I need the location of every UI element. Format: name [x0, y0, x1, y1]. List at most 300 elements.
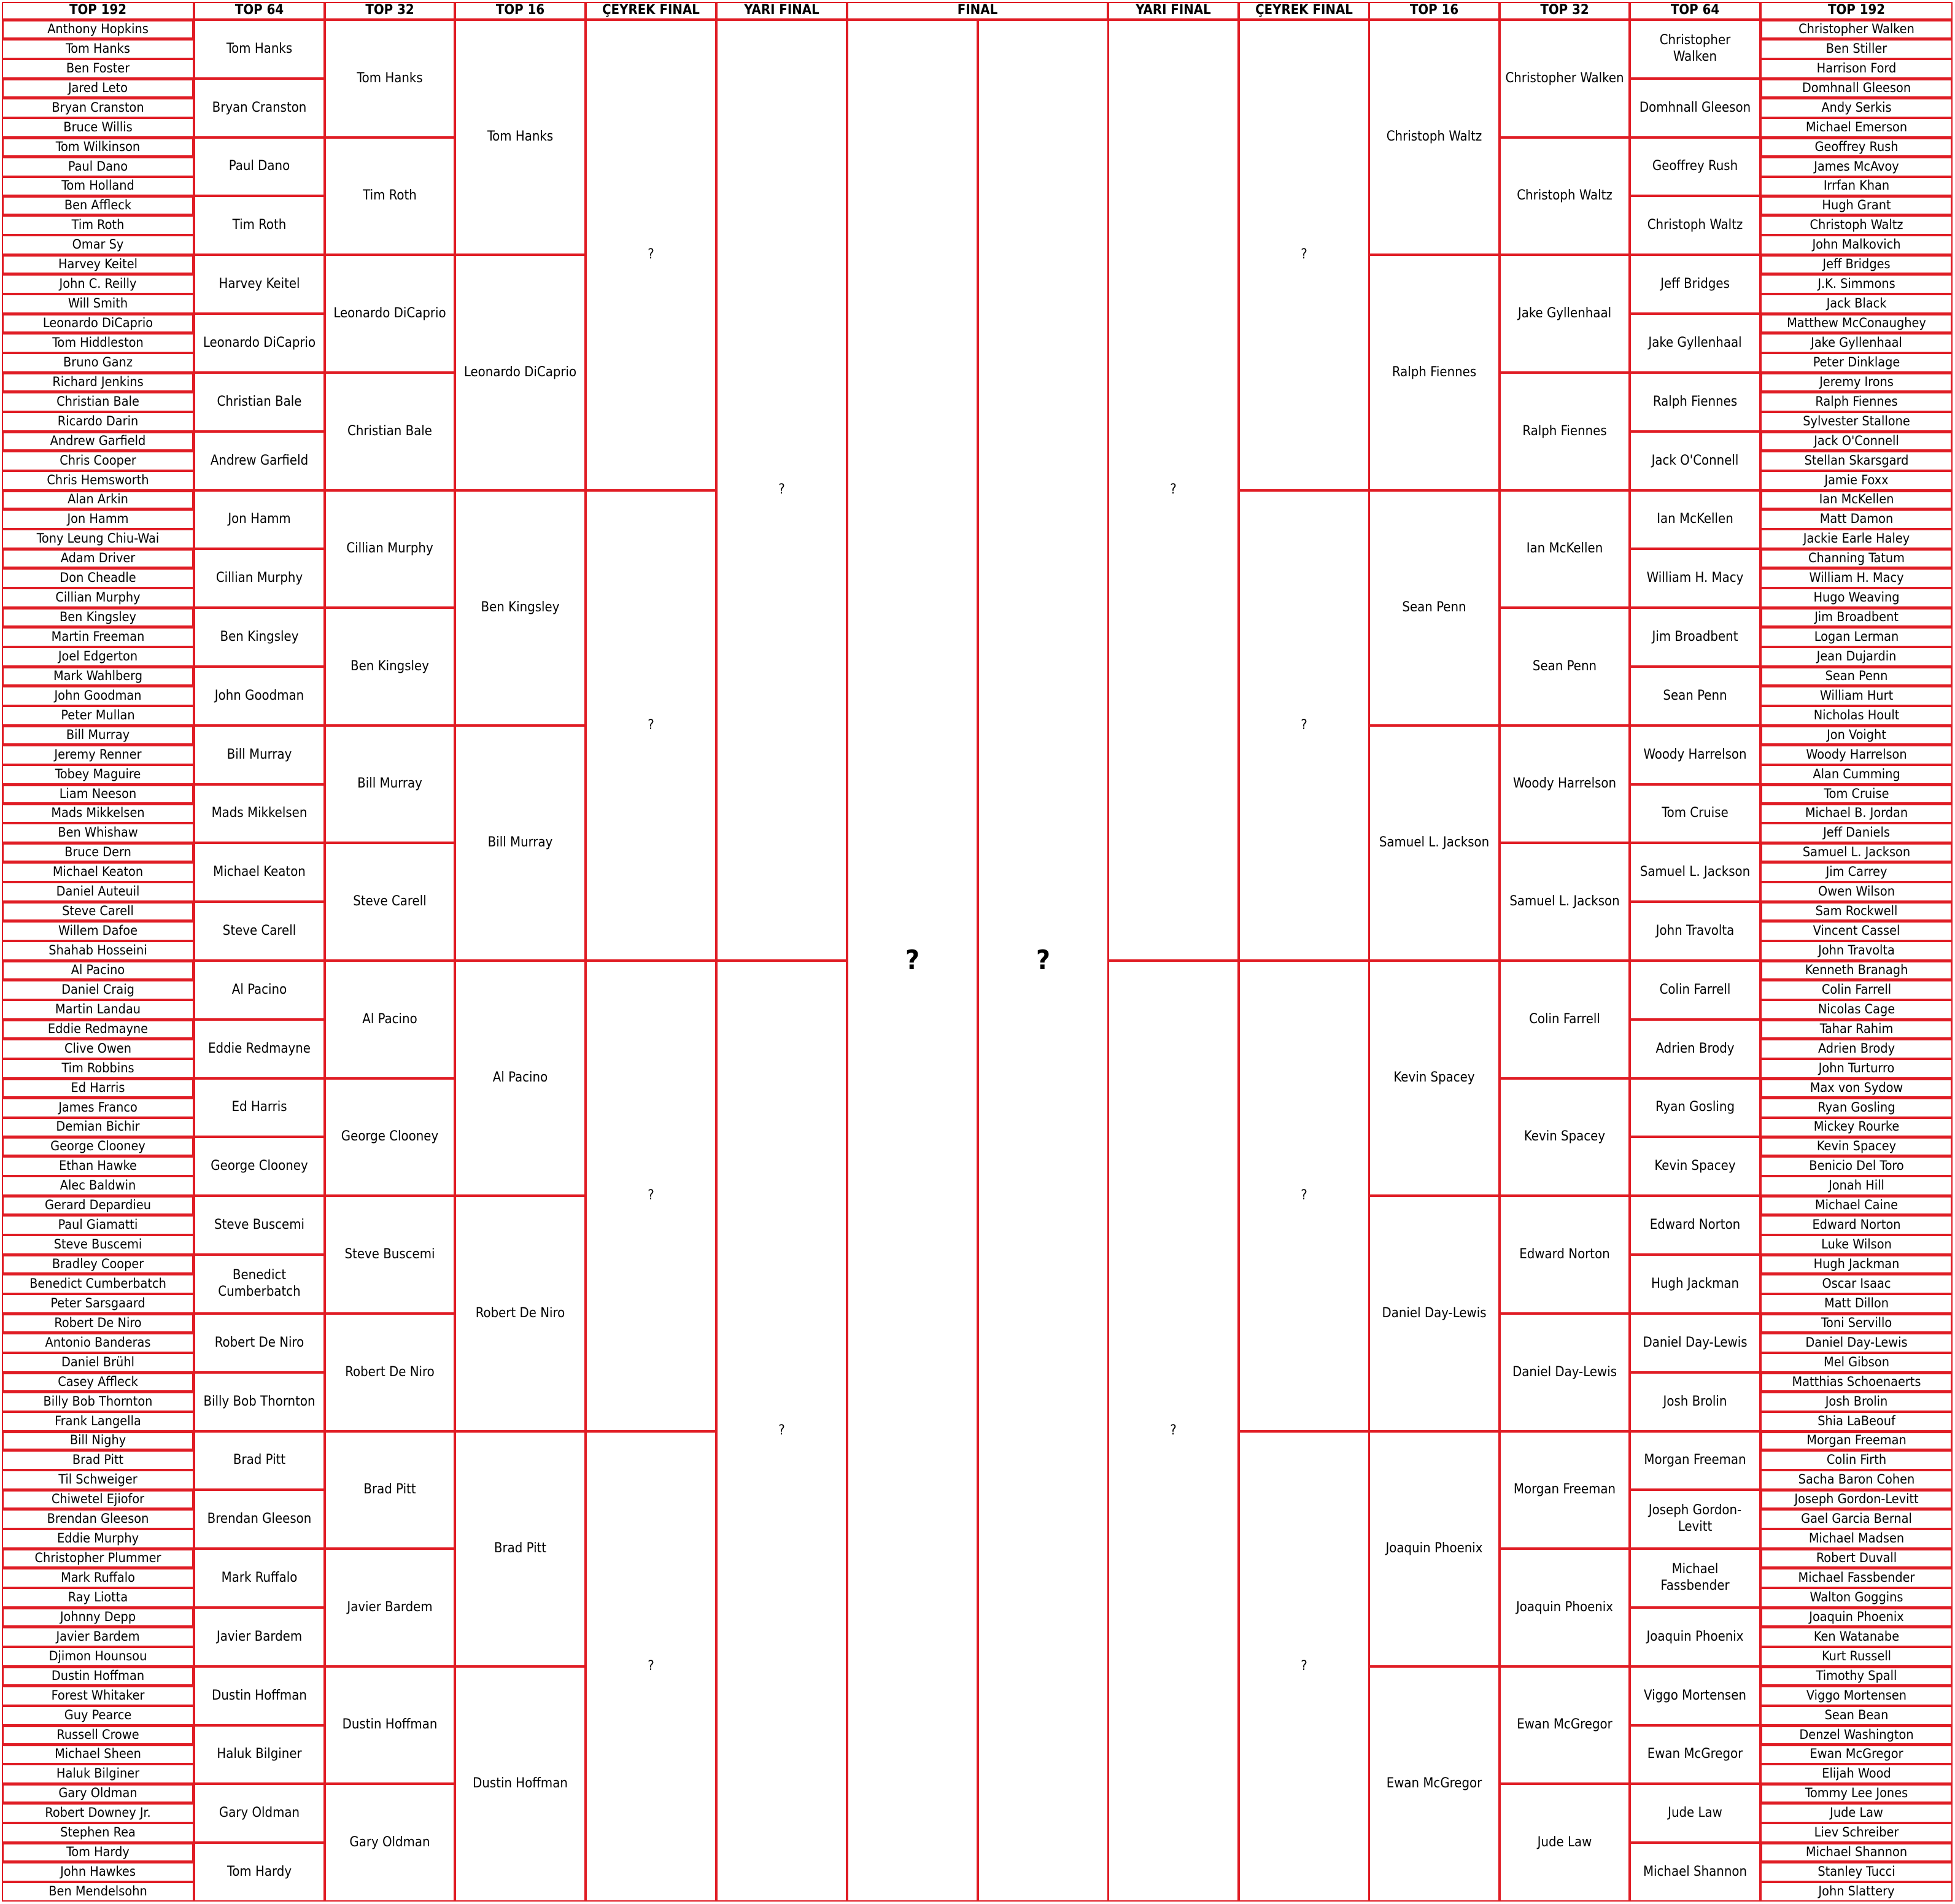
- right-top192-entry: Kevin Spacey: [1760, 1137, 1953, 1156]
- left-top192-entry: Mads Mikkelsen: [2, 804, 194, 823]
- right-top64-entry: Joseph Gordon-Levitt: [1630, 1490, 1760, 1549]
- left-top192-entry: Christopher Plummer: [2, 1549, 194, 1568]
- left-top192-entry: Tom Hanks: [2, 39, 194, 59]
- right-top32-entry: Samuel L. Jackson: [1500, 843, 1630, 961]
- right-top64-entry: Michael Fassbender: [1630, 1549, 1760, 1608]
- left-top64-entry: George Clooney: [194, 1137, 325, 1196]
- left-top64-entry: Leonardo DiCaprio: [194, 314, 325, 373]
- right-top16-entry: Ewan McGregor: [1369, 1666, 1500, 1902]
- right-top32-entry: Sean Penn: [1500, 608, 1630, 726]
- left-top64-entry: Mads Mikkelsen: [194, 784, 325, 843]
- left-top192-entry: Brad Pitt: [2, 1450, 194, 1470]
- left-top64-entry: Brad Pitt: [194, 1431, 325, 1490]
- right-top32-entry: Edward Norton: [1500, 1196, 1630, 1314]
- right-top64-entry: Morgan Freeman: [1630, 1431, 1760, 1490]
- right-top64-entry: Kevin Spacey: [1630, 1137, 1760, 1196]
- right-top192-entry: Jon Voight: [1760, 726, 1953, 745]
- left-top192-entry: Jared Leto: [2, 79, 194, 98]
- left-top192-entry: Bradley Cooper: [2, 1255, 194, 1274]
- right-top16-entry: Christoph Waltz: [1369, 20, 1500, 255]
- left-top32-entry: Dustin Hoffman: [325, 1666, 455, 1784]
- right-top64-entry: Jeff Bridges: [1630, 255, 1760, 314]
- left-quarter-entry: ?: [586, 490, 716, 961]
- right-top192-entry: Andy Serkis: [1760, 98, 1953, 118]
- left-top192-entry: Adam Driver: [2, 549, 194, 568]
- right-top192-entry: Gael Garcia Bernal: [1760, 1509, 1953, 1529]
- left-top64-entry: Tom Hardy: [194, 1843, 325, 1902]
- right-top192-entry: Jude Law: [1760, 1803, 1953, 1823]
- right-top192-entry: Vincent Cassel: [1760, 921, 1953, 941]
- left-top192-entry: Andrew Garfield: [2, 431, 194, 451]
- right-top64-entry: Domhnall Gleeson: [1630, 79, 1760, 137]
- right-quarter-entry: ?: [1239, 961, 1369, 1431]
- left-top192-entry: Al Pacino: [2, 961, 194, 980]
- left-top64-entry: Benedict Cumberbatch: [194, 1255, 325, 1314]
- left-top192-entry: Omar Sy: [2, 235, 194, 255]
- left-top192-entry: Ray Liotta: [2, 1588, 194, 1608]
- header-right-2: TOP 16: [1369, 2, 1500, 20]
- right-top192-entry: Mickey Rourke: [1760, 1118, 1953, 1137]
- left-top192-entry: Daniel Brühl: [2, 1353, 194, 1372]
- right-top192-entry: Jeff Bridges: [1760, 255, 1953, 274]
- right-top32-entry: Ralph Fiennes: [1500, 373, 1630, 490]
- right-top192-entry: Sean Bean: [1760, 1706, 1953, 1725]
- right-top64-entry: Josh Brolin: [1630, 1372, 1760, 1431]
- right-top192-entry: Jonah Hill: [1760, 1176, 1953, 1196]
- right-top192-entry: Sean Penn: [1760, 667, 1953, 686]
- right-top192-entry: Colin Firth: [1760, 1450, 1953, 1470]
- left-top192-entry: Chris Hemsworth: [2, 471, 194, 490]
- right-top192-entry: Nicolas Cage: [1760, 1000, 1953, 1020]
- left-top64-entry: Tim Roth: [194, 196, 325, 255]
- left-quarter-entry: ?: [586, 20, 716, 490]
- left-top64-entry: Paul Dano: [194, 137, 325, 196]
- right-top192-entry: Jake Gyllenhaal: [1760, 333, 1953, 353]
- left-top192-entry: Bryan Cranston: [2, 98, 194, 118]
- right-top192-entry: Hugo Weaving: [1760, 588, 1953, 608]
- right-top64-entry: Geoffrey Rush: [1630, 137, 1760, 196]
- right-top192-entry: Owen Wilson: [1760, 882, 1953, 902]
- left-semi-entry: ?: [716, 961, 847, 1902]
- left-top192-entry: Tom Holland: [2, 177, 194, 196]
- left-top192-entry: Bill Murray: [2, 726, 194, 745]
- left-top192-entry: John C. Reilly: [2, 274, 194, 294]
- right-top192-entry: John Malkovich: [1760, 235, 1953, 255]
- right-top192-entry: Tom Cruise: [1760, 784, 1953, 804]
- left-top64-entry: Billy Bob Thornton: [194, 1372, 325, 1431]
- right-top192-entry: Matthew McConaughey: [1760, 314, 1953, 333]
- right-top192-entry: Edward Norton: [1760, 1215, 1953, 1235]
- right-top192-entry: Jeremy Irons: [1760, 373, 1953, 392]
- left-top192-entry: Guy Pearce: [2, 1706, 194, 1725]
- left-top192-entry: Brendan Gleeson: [2, 1509, 194, 1529]
- left-top192-entry: Alec Baldwin: [2, 1176, 194, 1196]
- header-left-0: TOP 192: [2, 2, 194, 20]
- left-top192-entry: Paul Giamatti: [2, 1215, 194, 1235]
- right-top64-entry: Daniel Day-Lewis: [1630, 1314, 1760, 1372]
- right-top192-entry: Robert Duvall: [1760, 1549, 1953, 1568]
- right-top192-entry: William Hurt: [1760, 686, 1953, 706]
- left-top64-entry: Robert De Niro: [194, 1314, 325, 1372]
- left-top192-entry: Eddie Murphy: [2, 1529, 194, 1549]
- left-top192-entry: Peter Mullan: [2, 706, 194, 726]
- header-left-5: YARI FİNAL: [716, 2, 847, 20]
- left-top32-entry: Tom Hanks: [325, 20, 455, 137]
- left-top192-entry: John Goodman: [2, 686, 194, 706]
- left-top192-entry: Ben Whishaw: [2, 823, 194, 843]
- right-top192-entry: Sylvester Stallone: [1760, 412, 1953, 431]
- left-top64-entry: Gary Oldman: [194, 1784, 325, 1843]
- left-top192-entry: Chris Cooper: [2, 451, 194, 471]
- left-top192-entry: Alan Arkin: [2, 490, 194, 509]
- left-top192-entry: Jon Hamm: [2, 509, 194, 529]
- right-top32-entry: Daniel Day-Lewis: [1500, 1314, 1630, 1431]
- left-top64-entry: Christian Bale: [194, 373, 325, 431]
- right-top192-entry: Toni Servillo: [1760, 1314, 1953, 1333]
- left-top192-entry: Steve Carell: [2, 902, 194, 921]
- left-top192-entry: Ben Affleck: [2, 196, 194, 215]
- left-top192-entry: Ricardo Darin: [2, 412, 194, 431]
- left-top32-entry: Brad Pitt: [325, 1431, 455, 1549]
- left-top192-entry: Haluk Bilginer: [2, 1764, 194, 1784]
- final-slot-1: ?: [978, 20, 1109, 1902]
- left-top64-entry: Steve Buscemi: [194, 1196, 325, 1255]
- left-top192-entry: Joel Edgerton: [2, 647, 194, 667]
- left-top192-entry: Anthony Hopkins: [2, 20, 194, 39]
- right-top64-entry: Jake Gyllenhaal: [1630, 314, 1760, 373]
- right-top192-entry: Jim Carrey: [1760, 862, 1953, 882]
- right-top192-entry: Adrien Brody: [1760, 1039, 1953, 1059]
- left-top192-entry: Javier Bardem: [2, 1627, 194, 1647]
- right-top192-entry: Matthias Schoenaerts: [1760, 1372, 1953, 1392]
- left-top192-entry: Tony Leung Chiu-Wai: [2, 529, 194, 549]
- left-top192-entry: Harvey Keitel: [2, 255, 194, 274]
- right-top192-entry: Timothy Spall: [1760, 1666, 1953, 1686]
- left-top192-entry: Antonio Banderas: [2, 1333, 194, 1353]
- right-top192-entry: Ewan McGregor: [1760, 1745, 1953, 1764]
- right-top32-entry: Colin Farrell: [1500, 961, 1630, 1078]
- right-top64-entry: Adrien Brody: [1630, 1020, 1760, 1078]
- right-top192-entry: Matt Damon: [1760, 509, 1953, 529]
- right-top192-entry: Nicholas Hoult: [1760, 706, 1953, 726]
- right-top192-entry: Joseph Gordon-Levitt: [1760, 1490, 1953, 1509]
- left-top64-entry: Cillian Murphy: [194, 549, 325, 608]
- left-top32-entry: Al Pacino: [325, 961, 455, 1078]
- left-top192-entry: Clive Owen: [2, 1039, 194, 1059]
- right-top192-entry: Oscar Isaac: [1760, 1274, 1953, 1294]
- right-top192-entry: Denzel Washington: [1760, 1725, 1953, 1745]
- right-top64-entry: John Travolta: [1630, 902, 1760, 961]
- left-top64-entry: Bill Murray: [194, 726, 325, 784]
- right-top64-entry: Ralph Fiennes: [1630, 373, 1760, 431]
- header-left-3: TOP 16: [455, 2, 586, 20]
- right-top192-entry: Joaquin Phoenix: [1760, 1608, 1953, 1627]
- left-top64-entry: Ben Kingsley: [194, 608, 325, 667]
- right-top192-entry: Ken Watanabe: [1760, 1627, 1953, 1647]
- right-top192-entry: Morgan Freeman: [1760, 1431, 1953, 1450]
- header-right-1: ÇEYREK FİNAL: [1239, 2, 1369, 20]
- right-top16-entry: Ralph Fiennes: [1369, 255, 1500, 490]
- left-top192-entry: Christian Bale: [2, 392, 194, 412]
- right-top64-entry: Jack O'Connell: [1630, 431, 1760, 490]
- left-top192-entry: Ethan Hawke: [2, 1156, 194, 1176]
- left-top32-entry: Leonardo DiCaprio: [325, 255, 455, 373]
- left-top192-entry: Tom Wilkinson: [2, 137, 194, 157]
- right-top192-entry: Channing Tatum: [1760, 549, 1953, 568]
- left-top32-entry: Bill Murray: [325, 726, 455, 843]
- right-top64-entry: Hugh Jackman: [1630, 1255, 1760, 1314]
- left-top192-entry: John Hawkes: [2, 1862, 194, 1882]
- left-top192-entry: Peter Sarsgaard: [2, 1294, 194, 1314]
- right-top192-entry: Michael Shannon: [1760, 1843, 1953, 1862]
- right-top192-entry: Jamie Foxx: [1760, 471, 1953, 490]
- left-top192-entry: Benedict Cumberbatch: [2, 1274, 194, 1294]
- left-top192-entry: Jeremy Renner: [2, 745, 194, 765]
- right-top192-entry: Samuel L. Jackson: [1760, 843, 1953, 862]
- right-top64-entry: Samuel L. Jackson: [1630, 843, 1760, 902]
- left-top64-entry: Andrew Garfield: [194, 431, 325, 490]
- right-top192-entry: Elijah Wood: [1760, 1764, 1953, 1784]
- right-top32-entry: Jude Law: [1500, 1784, 1630, 1902]
- left-top192-entry: Demian Bichir: [2, 1118, 194, 1137]
- left-top64-entry: Ed Harris: [194, 1078, 325, 1137]
- right-top192-entry: Jack Black: [1760, 294, 1953, 314]
- left-top192-entry: Michael Keaton: [2, 862, 194, 882]
- right-top192-entry: Jackie Earle Haley: [1760, 529, 1953, 549]
- right-top32-entry: Jake Gyllenhaal: [1500, 255, 1630, 373]
- right-top192-entry: James McAvoy: [1760, 157, 1953, 177]
- right-top64-entry: Sean Penn: [1630, 667, 1760, 726]
- right-top192-entry: Hugh Jackman: [1760, 1255, 1953, 1274]
- left-top192-entry: Mark Wahlberg: [2, 667, 194, 686]
- right-top192-entry: Irrfan Khan: [1760, 177, 1953, 196]
- right-top192-entry: Jack O'Connell: [1760, 431, 1953, 451]
- right-top192-entry: Max von Sydow: [1760, 1078, 1953, 1098]
- right-top192-entry: Ryan Gosling: [1760, 1098, 1953, 1118]
- left-top192-entry: Ed Harris: [2, 1078, 194, 1098]
- right-top64-entry: Michael Shannon: [1630, 1843, 1760, 1902]
- left-top192-entry: Ben Foster: [2, 59, 194, 79]
- right-top192-entry: Matt Dillon: [1760, 1294, 1953, 1314]
- left-top64-entry: Bryan Cranston: [194, 79, 325, 137]
- right-top192-entry: Sacha Baron Cohen: [1760, 1470, 1953, 1490]
- right-top192-entry: John Slattery: [1760, 1882, 1953, 1902]
- left-top64-entry: Dustin Hoffman: [194, 1666, 325, 1725]
- right-top64-entry: Edward Norton: [1630, 1196, 1760, 1255]
- left-top16-entry: Dustin Hoffman: [455, 1666, 586, 1902]
- left-top32-entry: Robert De Niro: [325, 1314, 455, 1431]
- right-top16-entry: Daniel Day-Lewis: [1369, 1196, 1500, 1431]
- left-quarter-entry: ?: [586, 1431, 716, 1902]
- right-top192-entry: Kurt Russell: [1760, 1647, 1953, 1666]
- right-top16-entry: Sean Penn: [1369, 490, 1500, 726]
- right-quarter-entry: ?: [1239, 20, 1369, 490]
- left-top32-entry: Steve Carell: [325, 843, 455, 961]
- left-top192-entry: Martin Landau: [2, 1000, 194, 1020]
- right-top32-entry: Ian McKellen: [1500, 490, 1630, 608]
- left-top192-entry: Shahab Hosseini: [2, 941, 194, 961]
- right-top192-entry: Colin Farrell: [1760, 980, 1953, 1000]
- right-top192-entry: Michael Emerson: [1760, 118, 1953, 137]
- right-top192-entry: John Travolta: [1760, 941, 1953, 961]
- left-top192-entry: Bruce Dern: [2, 843, 194, 862]
- header-right-5: TOP 192: [1760, 2, 1953, 20]
- left-top192-entry: Paul Dano: [2, 157, 194, 177]
- right-top192-entry: Luke Wilson: [1760, 1235, 1953, 1255]
- left-semi-entry: ?: [716, 20, 847, 961]
- right-top64-entry: Joaquin Phoenix: [1630, 1608, 1760, 1666]
- left-top192-entry: Willem Dafoe: [2, 921, 194, 941]
- left-top16-entry: Ben Kingsley: [455, 490, 586, 726]
- header-right-4: TOP 64: [1630, 2, 1760, 20]
- left-top192-entry: Bill Nighy: [2, 1431, 194, 1450]
- left-top192-entry: Daniel Auteuil: [2, 882, 194, 902]
- left-top32-entry: Ben Kingsley: [325, 608, 455, 726]
- left-top192-entry: Robert De Niro: [2, 1314, 194, 1333]
- left-top32-entry: George Clooney: [325, 1078, 455, 1196]
- left-top192-entry: Daniel Craig: [2, 980, 194, 1000]
- left-top16-entry: Robert De Niro: [455, 1196, 586, 1431]
- right-top192-entry: Ben Stiller: [1760, 39, 1953, 59]
- left-top192-entry: Eddie Redmayne: [2, 1020, 194, 1039]
- right-top64-entry: Tom Cruise: [1630, 784, 1760, 843]
- right-top192-entry: Domhnall Gleeson: [1760, 79, 1953, 98]
- right-top192-entry: Benicio Del Toro: [1760, 1156, 1953, 1176]
- left-top192-entry: Richard Jenkins: [2, 373, 194, 392]
- left-top16-entry: Al Pacino: [455, 961, 586, 1196]
- right-top192-entry: Stellan Skarsgard: [1760, 451, 1953, 471]
- left-top16-entry: Tom Hanks: [455, 20, 586, 255]
- right-top192-entry: Christopher Walken: [1760, 20, 1953, 39]
- header-left-2: TOP 32: [325, 2, 455, 20]
- left-top64-entry: Jon Hamm: [194, 490, 325, 549]
- right-quarter-entry: ?: [1239, 1431, 1369, 1902]
- left-top16-entry: Brad Pitt: [455, 1431, 586, 1666]
- left-top192-entry: Ben Mendelsohn: [2, 1882, 194, 1902]
- right-top192-entry: Josh Brolin: [1760, 1392, 1953, 1412]
- left-top192-entry: Billy Bob Thornton: [2, 1392, 194, 1412]
- right-top64-entry: Christopher Walken: [1630, 20, 1760, 79]
- right-top192-entry: Stanley Tucci: [1760, 1862, 1953, 1882]
- right-top192-entry: William H. Macy: [1760, 568, 1953, 588]
- header-final: FİNAL: [847, 2, 1108, 20]
- left-top192-entry: Gerard Depardieu: [2, 1196, 194, 1215]
- left-top192-entry: Ben Kingsley: [2, 608, 194, 627]
- left-top64-entry: Mark Ruffalo: [194, 1549, 325, 1608]
- left-top64-entry: Brendan Gleeson: [194, 1490, 325, 1549]
- left-top32-entry: Tim Roth: [325, 137, 455, 255]
- left-top192-entry: George Clooney: [2, 1137, 194, 1156]
- left-top64-entry: Javier Bardem: [194, 1608, 325, 1666]
- left-top192-entry: Gary Oldman: [2, 1784, 194, 1803]
- right-top32-entry: Christoph Waltz: [1500, 137, 1630, 255]
- final-slot-0: ?: [847, 20, 978, 1902]
- right-quarter-entry: ?: [1239, 490, 1369, 961]
- right-top192-entry: Michael Madsen: [1760, 1529, 1953, 1549]
- right-top192-entry: Viggo Mortensen: [1760, 1686, 1953, 1706]
- right-top192-entry: Alan Cumming: [1760, 765, 1953, 784]
- right-top64-entry: William H. Macy: [1630, 549, 1760, 608]
- left-top192-entry: Leonardo DiCaprio: [2, 314, 194, 333]
- right-top64-entry: Ewan McGregor: [1630, 1725, 1760, 1784]
- right-top192-entry: Ian McKellen: [1760, 490, 1953, 509]
- right-top192-entry: Kenneth Branagh: [1760, 961, 1953, 980]
- right-top192-entry: John Turturro: [1760, 1059, 1953, 1078]
- right-top192-entry: J.K. Simmons: [1760, 274, 1953, 294]
- left-top192-entry: Frank Langella: [2, 1412, 194, 1431]
- right-top192-entry: Daniel Day-Lewis: [1760, 1333, 1953, 1353]
- right-top64-entry: Viggo Mortensen: [1630, 1666, 1760, 1725]
- right-top192-entry: Tahar Rahim: [1760, 1020, 1953, 1039]
- right-top64-entry: Woody Harrelson: [1630, 726, 1760, 784]
- right-top192-entry: Michael Caine: [1760, 1196, 1953, 1215]
- left-top192-entry: Stephen Rea: [2, 1823, 194, 1843]
- right-top32-entry: Joaquin Phoenix: [1500, 1549, 1630, 1666]
- right-top16-entry: Kevin Spacey: [1369, 961, 1500, 1196]
- left-top192-entry: Russell Crowe: [2, 1725, 194, 1745]
- right-top192-entry: Mel Gibson: [1760, 1353, 1953, 1372]
- right-top64-entry: Christoph Waltz: [1630, 196, 1760, 255]
- left-top192-entry: Bruno Ganz: [2, 353, 194, 373]
- left-top32-entry: Javier Bardem: [325, 1549, 455, 1666]
- left-top32-entry: Christian Bale: [325, 373, 455, 490]
- right-top192-entry: Michael Fassbender: [1760, 1568, 1953, 1588]
- header-right-0: YARI FİNAL: [1108, 2, 1239, 20]
- left-top192-entry: Cillian Murphy: [2, 588, 194, 608]
- left-top192-entry: Tim Robbins: [2, 1059, 194, 1078]
- left-top192-entry: Tom Hiddleston: [2, 333, 194, 353]
- right-top192-entry: Walton Goggins: [1760, 1588, 1953, 1608]
- left-top192-entry: Dustin Hoffman: [2, 1666, 194, 1686]
- left-top32-entry: Gary Oldman: [325, 1784, 455, 1902]
- right-top64-entry: Colin Farrell: [1630, 961, 1760, 1020]
- left-top192-entry: Tim Roth: [2, 215, 194, 235]
- left-top64-entry: Michael Keaton: [194, 843, 325, 902]
- left-top64-entry: John Goodman: [194, 667, 325, 726]
- left-top192-entry: Robert Downey Jr.: [2, 1803, 194, 1823]
- left-top192-entry: Will Smith: [2, 294, 194, 314]
- left-top64-entry: Tom Hanks: [194, 20, 325, 79]
- left-quarter-entry: ?: [586, 961, 716, 1431]
- right-top192-entry: Sam Rockwell: [1760, 902, 1953, 921]
- right-top16-entry: Joaquin Phoenix: [1369, 1431, 1500, 1666]
- left-top32-entry: Steve Buscemi: [325, 1196, 455, 1314]
- left-top16-entry: Leonardo DiCaprio: [455, 255, 586, 490]
- right-top192-entry: Geoffrey Rush: [1760, 137, 1953, 157]
- right-top32-entry: Ewan McGregor: [1500, 1666, 1630, 1784]
- right-top192-entry: Liev Schreiber: [1760, 1823, 1953, 1843]
- left-top192-entry: Liam Neeson: [2, 784, 194, 804]
- right-top32-entry: Christopher Walken: [1500, 20, 1630, 137]
- right-top32-entry: Morgan Freeman: [1500, 1431, 1630, 1549]
- left-top192-entry: Til Schweiger: [2, 1470, 194, 1490]
- left-top192-entry: Djimon Hounsou: [2, 1647, 194, 1666]
- left-top32-entry: Cillian Murphy: [325, 490, 455, 608]
- right-top192-entry: Tommy Lee Jones: [1760, 1784, 1953, 1803]
- right-top192-entry: Peter Dinklage: [1760, 353, 1953, 373]
- right-top64-entry: Ian McKellen: [1630, 490, 1760, 549]
- left-top192-entry: Mark Ruffalo: [2, 1568, 194, 1588]
- left-top192-entry: James Franco: [2, 1098, 194, 1118]
- right-top192-entry: Jean Dujardin: [1760, 647, 1953, 667]
- left-top192-entry: Johnny Depp: [2, 1608, 194, 1627]
- right-top192-entry: Michael B. Jordan: [1760, 804, 1953, 823]
- right-top64-entry: Jude Law: [1630, 1784, 1760, 1843]
- left-top64-entry: Steve Carell: [194, 902, 325, 961]
- left-top192-entry: Steve Buscemi: [2, 1235, 194, 1255]
- right-top192-entry: Shia LaBeouf: [1760, 1412, 1953, 1431]
- right-top64-entry: Ryan Gosling: [1630, 1078, 1760, 1137]
